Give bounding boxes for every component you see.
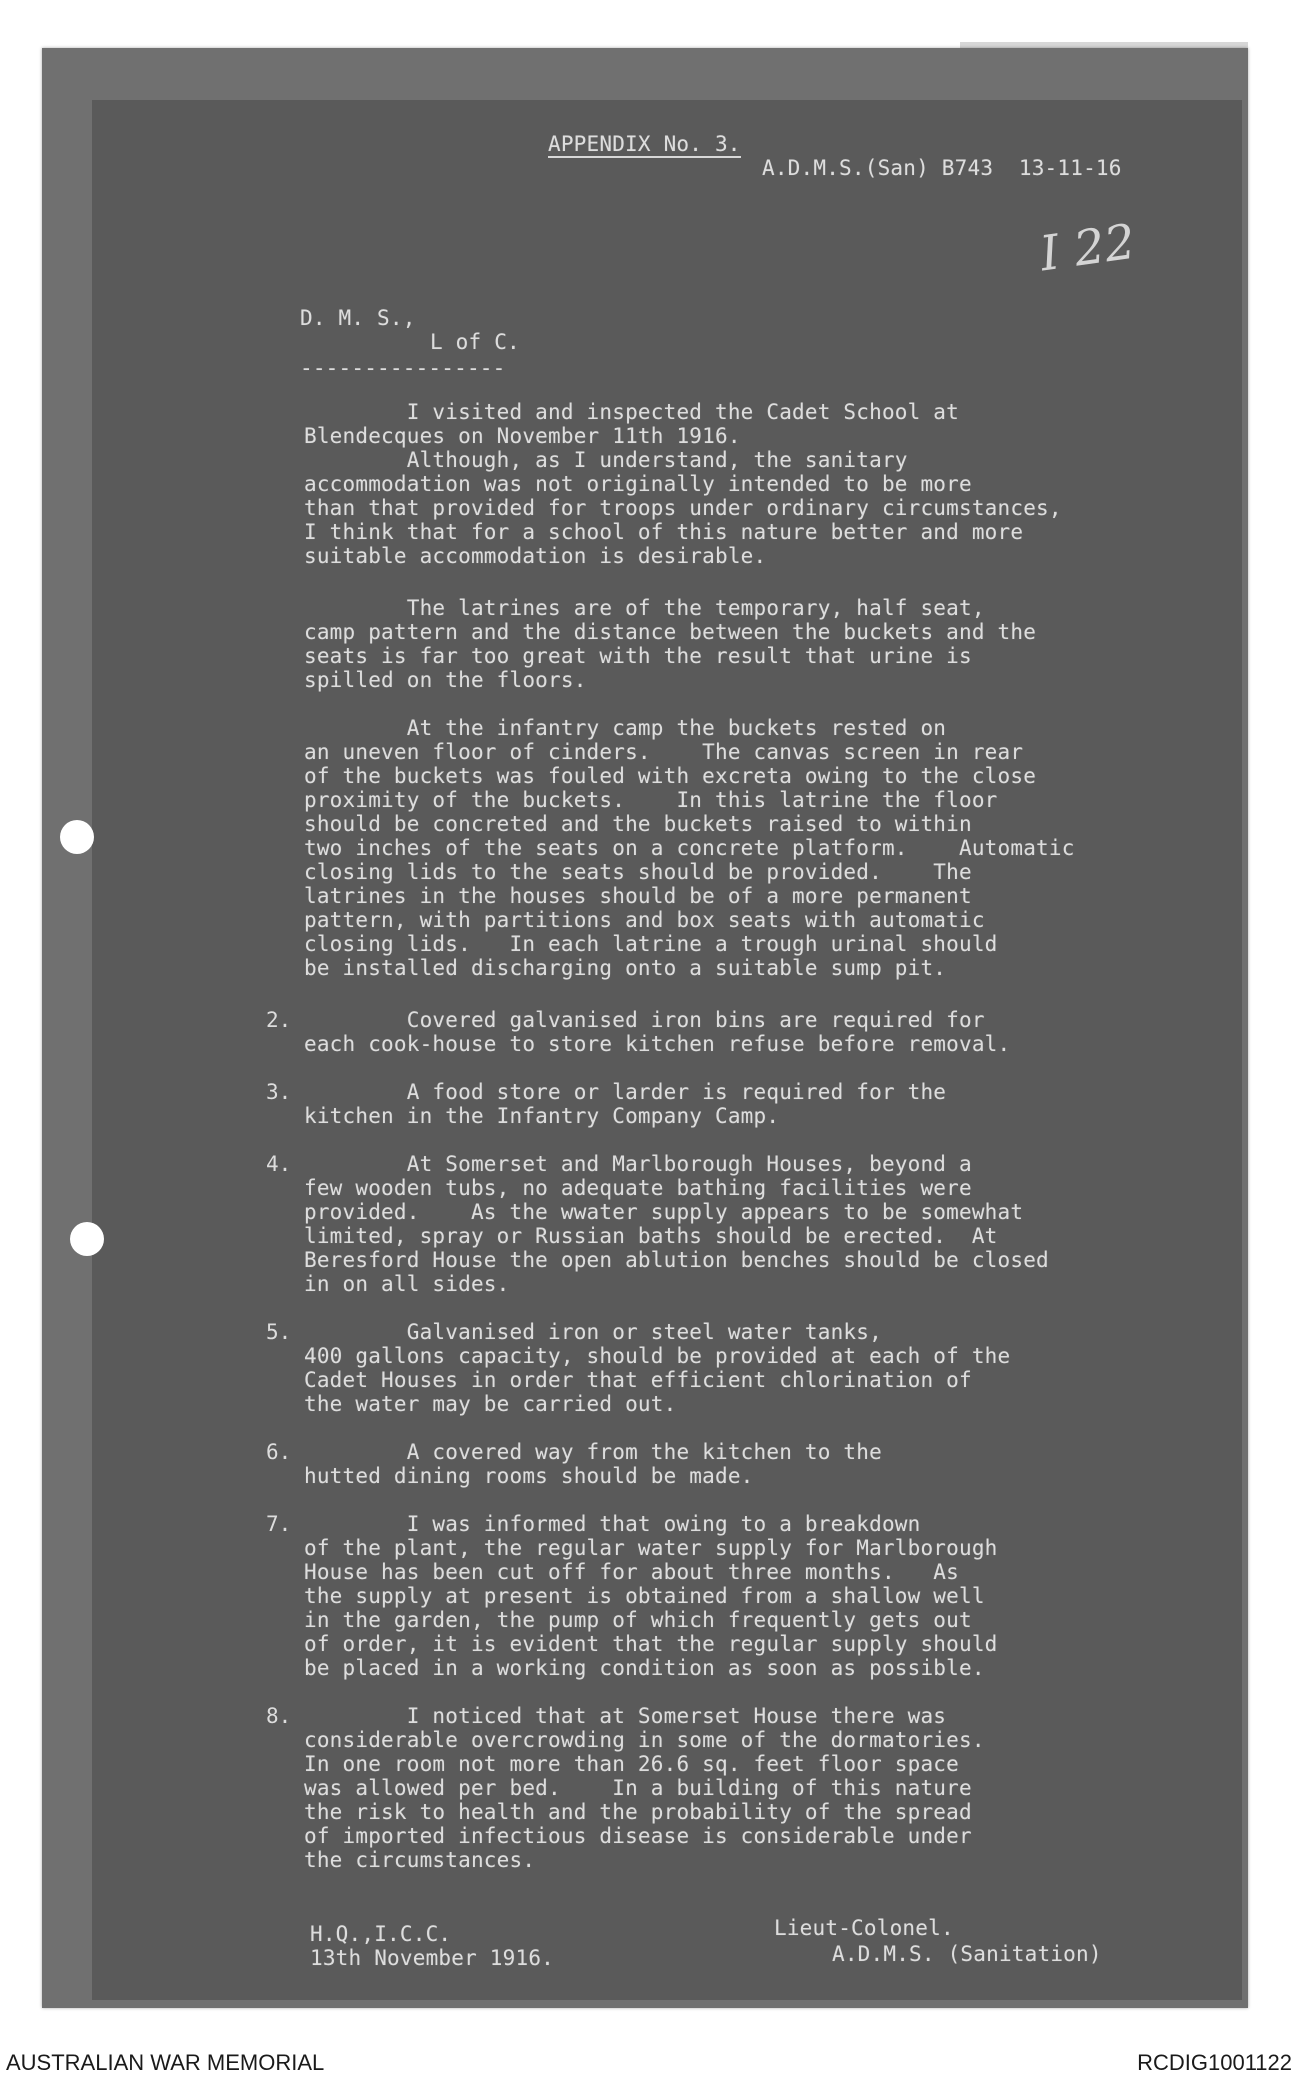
archive-id: RCDIG1001122 <box>1137 2050 1292 2075</box>
paragraph-4 <box>304 1008 1184 1056</box>
para-line: an uneven floor of cinders. The canvas screen in rear <box>304 740 1024 764</box>
para-line: Blendecques on November 11th 1916. <box>304 424 741 448</box>
paragraph-10 <box>304 1704 1184 1872</box>
signature-title: A.D.M.S. (Sanitation) <box>832 1942 1102 1966</box>
para-line: A food store or larder is required for the <box>304 1080 947 1104</box>
paragraph-9 <box>304 1512 1184 1680</box>
para-line: closing lids to the seats should be provided. The <box>304 860 972 884</box>
para-line: I visited and inspected the Cadet School at <box>304 400 959 424</box>
addressee-line-1: D. M. S., <box>300 306 416 330</box>
para-line: Cadet Houses in order that efficient chlorination of <box>304 1368 972 1392</box>
para-line: camp pattern and the distance between the buckets and the <box>304 620 1037 644</box>
para-line: in on all sides. <box>304 1272 510 1296</box>
handwritten-file-mark: I 22 <box>1036 213 1139 283</box>
signature-origin: H.Q.,I.C.C. <box>310 1922 452 1946</box>
paragraph-number: 4. <box>266 1152 292 1176</box>
paragraph-3 <box>304 716 1184 980</box>
signature-rank: Lieut-Colonel. <box>774 1916 954 1940</box>
paragraph-number: 3. <box>266 1080 292 1104</box>
para-line: pattern, with partitions and box seats with automatic <box>304 908 985 932</box>
para-line: I think that for a school of this nature better and more <box>304 520 1024 544</box>
para-line: the circumstances. <box>304 1848 536 1872</box>
addressee-rule: ---------------- <box>300 356 506 380</box>
para-line: of the plant, the regular water supply for Marlborough <box>304 1536 998 1560</box>
para-line: limited, spray or Russian baths should be erected. At <box>304 1224 998 1248</box>
paragraph-6 <box>304 1152 1184 1296</box>
para-line: the supply at present is obtained from a shallow well <box>304 1584 985 1608</box>
para-line: latrines in the houses should be of a more permanent <box>304 884 972 908</box>
para-line: I was informed that owing to a breakdown <box>304 1512 921 1536</box>
para-line: of imported infectious disease is considerable under <box>304 1824 972 1848</box>
para-line: be placed in a working condition as soon as possible. <box>304 1656 985 1680</box>
para-line: A covered way from the kitchen to the <box>304 1440 882 1464</box>
para-line: of order, it is evident that the regular supply should <box>304 1632 998 1656</box>
para-line: I noticed that at Somerset House there was <box>304 1704 947 1728</box>
para-line: At Somerset and Marlborough Houses, beyond a <box>304 1152 972 1176</box>
para-line: Although, as I understand, the sanitary <box>304 448 908 472</box>
para-line: of the buckets was fouled with excreta owing to the close <box>304 764 1037 788</box>
para-line: provided. As the wwater supply appears to be somewhat <box>304 1200 1024 1224</box>
paragraph-number: 8. <box>266 1704 292 1728</box>
para-line: two inches of the seats on a concrete platform. Automatic <box>304 836 1075 860</box>
para-line: few wooden tubs, no adequate bathing facilities were <box>304 1176 972 1200</box>
para-line: be installed discharging onto a suitable sump pit. <box>304 956 947 980</box>
paragraph-7 <box>304 1320 1184 1416</box>
paragraph-number: 5. <box>266 1320 292 1344</box>
para-line: spilled on the floors. <box>304 668 587 692</box>
para-line: hutted dining rooms should be made. <box>304 1464 754 1488</box>
para-line: In one room not more than 26.6 sq. feet floor space <box>304 1752 959 1776</box>
reference-number: A.D.M.S.(San) B743 13-11-16 <box>762 156 1122 180</box>
para-line: proximity of the buckets. In this latrine the floor <box>304 788 998 812</box>
para-line: Beresford House the open ablution benches should be closed <box>304 1248 1049 1272</box>
para-line: At the infantry camp the buckets rested on <box>304 716 947 740</box>
para-line: closing lids. In each latrine a trough urinal should <box>304 932 998 956</box>
para-line: The latrines are of the temporary, half seat, <box>304 596 985 620</box>
paragraph-5 <box>304 1080 1184 1128</box>
para-line: was allowed per bed. In a building of this nature <box>304 1776 972 1800</box>
para-line: the risk to health and the probability of the spread <box>304 1800 972 1824</box>
archive-credit: AUSTRALIAN WAR MEMORIAL <box>6 2050 325 2075</box>
para-line: considerable overcrowding in some of the dormatories. <box>304 1728 985 1752</box>
punch-hole-top <box>60 820 94 854</box>
para-line: Covered galvanised iron bins are required for <box>304 1008 985 1032</box>
addressee-line-2: L of C. <box>430 330 520 354</box>
paragraph-1 <box>304 400 1184 568</box>
paragraph-number: 6. <box>266 1440 292 1464</box>
para-line: each cook-house to store kitchen refuse before removal. <box>304 1032 1011 1056</box>
para-line: seats is far too great with the result that urine is <box>304 644 972 668</box>
para-line: suitable accommodation is desirable. <box>304 544 767 568</box>
para-line: than that provided for troops under ordinary circumstances, <box>304 496 1062 520</box>
para-line: Galvanised iron or steel water tanks, <box>304 1320 882 1344</box>
para-line: House has been cut off for about three months. As <box>304 1560 959 1584</box>
para-line: 400 gallons capacity, should be provided at each of the <box>304 1344 1011 1368</box>
para-line: the water may be carried out. <box>304 1392 677 1416</box>
paragraph-number: 2. <box>266 1008 292 1032</box>
appendix-title: APPENDIX No. 3. <box>548 132 741 156</box>
para-line: should be concreted and the buckets raised to within <box>304 812 972 836</box>
para-line: accommodation was not originally intended to be more <box>304 472 972 496</box>
paragraph-number: 7. <box>266 1512 292 1536</box>
paragraph-2 <box>304 596 1184 692</box>
para-line: kitchen in the Infantry Company Camp. <box>304 1104 780 1128</box>
punch-hole-bottom <box>70 1222 104 1256</box>
paragraph-8 <box>304 1440 1184 1488</box>
para-line: in the garden, the pump of which frequently gets out <box>304 1608 972 1632</box>
signature-date: 13th November 1916. <box>310 1946 555 1970</box>
